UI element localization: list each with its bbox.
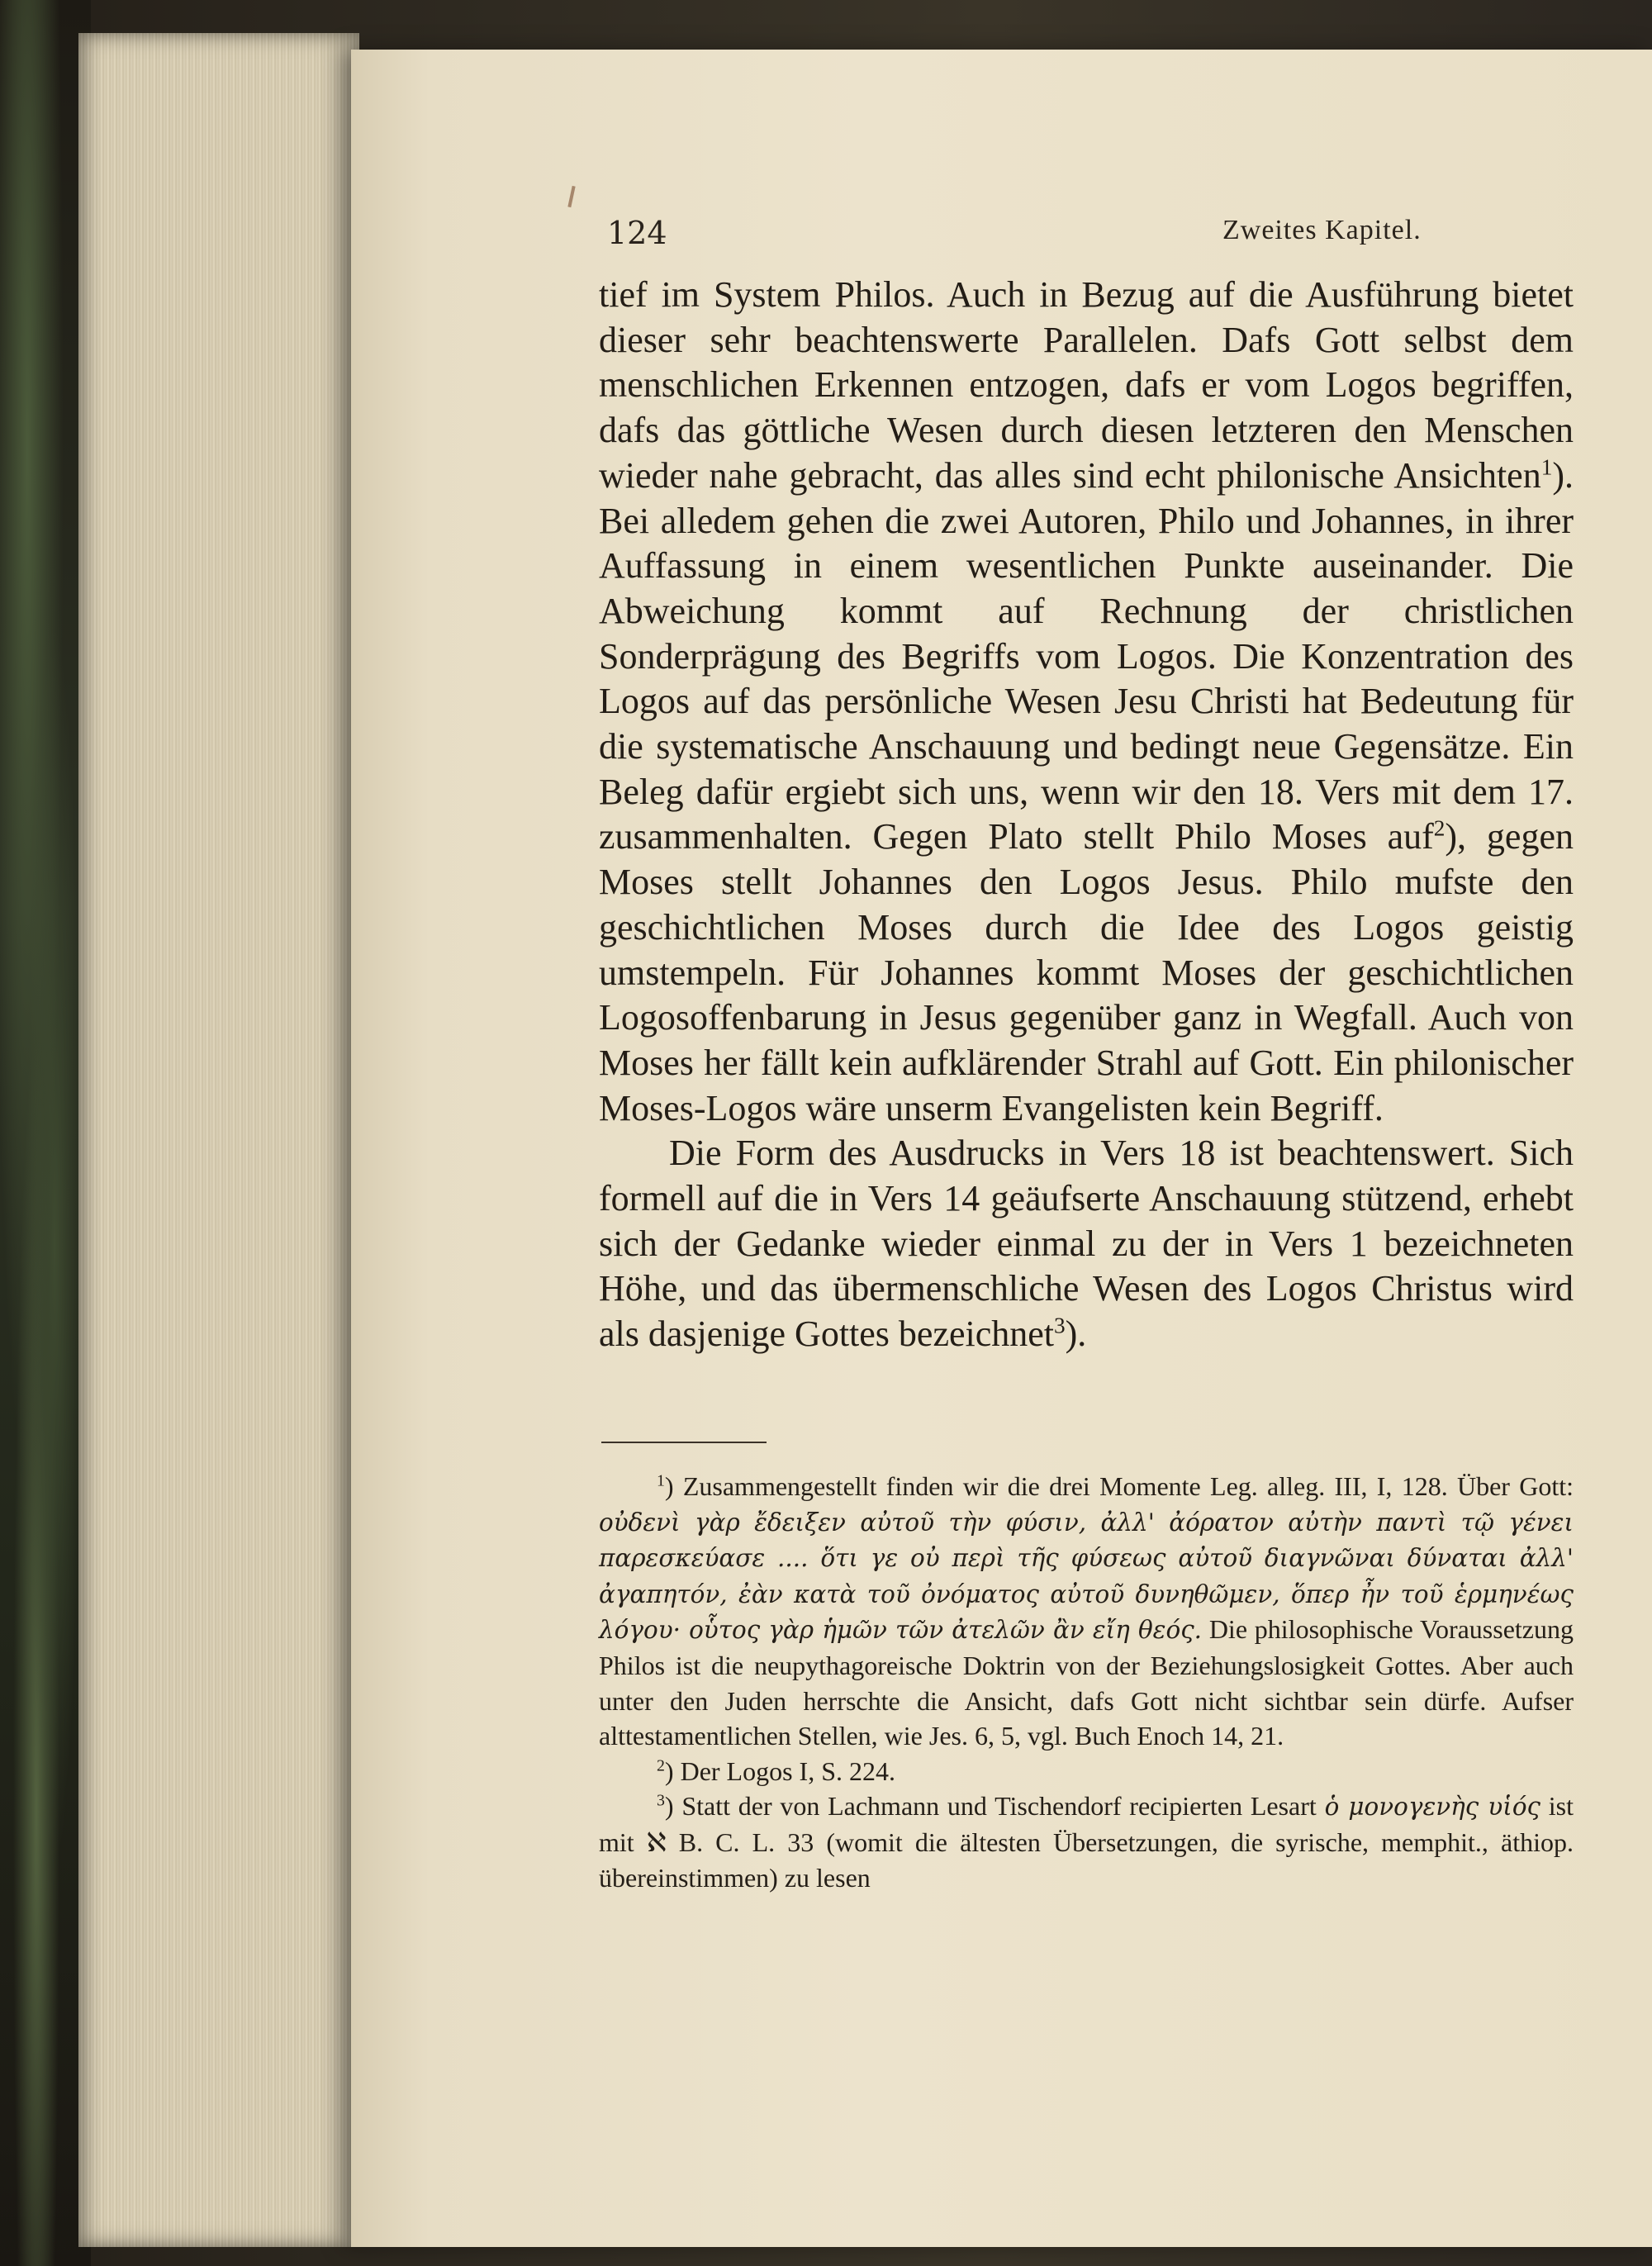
footnote-ref-3: 3 [1054, 1313, 1066, 1338]
footnote-ref-1: 1 [1540, 454, 1553, 480]
footnote-3: $^3$) Statt der von Lachmann und Tischendorf recipierten Lesart ὁ μονογενὴς υἱός ist mit ℵ B. C. L. 33 (womit die ältesten Übersetzungen, die syrische, memphit., äthiop. übereinstimmen) zu lesen [599, 1791, 1574, 1893]
greek-quotation: οὐδενὶ γὰρ ἔδειξεν αὐτοῦ τὴν φύσιν, ἀλλ' ἀόρατον αὐτὴν παντὶ τῷ γένει παρεσκεύασε .... ὅτι γε οὐ περὶ τῆς φύσεως αὐτοῦ διαγνῶναι δύναται ἀλλ' ἀγαπητόν, ἐὰν κατὰ τοῦ ὀνόματος αὐτοῦ δυνηθῶμεν, ὅπερ ἦν τοῦ ἑρμηνέως λόγου· οὗτος γὰρ ἡμῶν τῶν ἀτελῶν ἂν εἴη θεός. [599, 1508, 1574, 1645]
running-head: Zweites Kapitel. [1222, 215, 1422, 245]
page-content [244, 157, 1582, 251]
body-text [599, 273, 1574, 1357]
page-edges-stack [78, 33, 359, 2247]
footnote-1: $^1$) Zusammengestellt finden wir die drei Momente Leg. alleg. III, I, 128. Über Gott: οὐδενὶ γὰρ ἔδειξεν αὐτοῦ τὴν φύσιν, ἀλλ' ἀόρατον αὐτὴν παντὶ τῷ γένει παρεσκεύασε .... ὅτι γε οὐ περὶ τῆς φύσεως αὐτοῦ διαγνῶναι δύναται ἀλλ' ἀγαπητόν, ἐὰν κατὰ τοῦ ὀνόματος αὐτοῦ δυνηθῶμεν, ὅπερ ἦν τοῦ ἑρμηνέως λόγου· οὗτος γὰρ ἡμῶν τῶν ἀτελῶν ἂν εἴη θεός. Die philosophische Voraussetzung Philos ist die neupythagoreische Doktrin von der Beziehungslosigkeit Gottes. Aber auch unter den Juden herrschte die Ansicht, dafs Gott nicht sichtbar sein dürfe. Aufser alttestamentlichen Stellen, wie Jes. 6, 5, vgl. Buch Enoch 14, 21. [599, 1471, 1574, 1751]
body-paragraph-1: tief im System Philos. Auch in Bezug auf die Ausführung bietet dieser sehr beachtenswerte Parallelen. Dafs Gott selbst dem menschlichen Erkennen entzogen, dafs er vom Logos begriffen, dafs das göttliche Wesen durch diesen letzteren den Menschen wieder nahe gebracht, das alles sind echt philonische Ansichten$^1$). Bei alledem gehen die zwei Autoren, Philo und Johannes, in ihrer Auffassung in einem wesentlichen Punkte auseinander. Die Abweichung kommt auf Rechnung der christlichen Sonderprägung des Begriffs vom Logos. Die Konzentration des Logos auf das persönliche Wesen Jesu Christi hat Bedeutung für die systematische Anschauung und bedingt neue Gegensätze. Ein Beleg dafür ergiebt sich uns, wenn wir den 18. Vers mit dem 17. zusammenhalten. Gegen Plato stellt Philo Moses auf$^2$), gegen Moses stellt Johannes den Logos Jesus. Philo mufste den geschichtlichen Moses durch die Idee des Logos geistig umstempeln. Für Johannes kommt Moses der geschichtlichen Logosoffenbarung in Jesus gegenüber ganz in Wegfall. Auch von Moses her fällt kein aufklärender Strahl auf Gott. Ein philonischer Moses-Logos wäre unserm Evangelisten kein Begriff. [599, 274, 1574, 1128]
page-number: 124 [607, 215, 667, 251]
footnote-divider [601, 1442, 767, 1443]
footnote-ref-2: 2 [1433, 815, 1446, 841]
body-paragraph-2: Die Form des Ausdrucks in Vers 18 ist beachtenswert. Sich formell auf die in Vers 14 geäufserte Anschauung stützend, erhebt sich der Gedanke wieder einmal zu der in Vers 1 bezeichneten Höhe, und das übermenschliche Wesen des Logos Christus wird als dasjenige Gottes bezeichnet$^3$). [599, 1133, 1574, 1355]
footnote-2: $^2$) Der Logos I, S. 224. [657, 1755, 895, 1786]
greek-reading: ὁ μονογενὴς υἱός [1324, 1793, 1541, 1822]
footnotes [599, 1469, 1574, 1895]
page-header [244, 157, 1582, 251]
marbled-cover [0, 0, 91, 2266]
